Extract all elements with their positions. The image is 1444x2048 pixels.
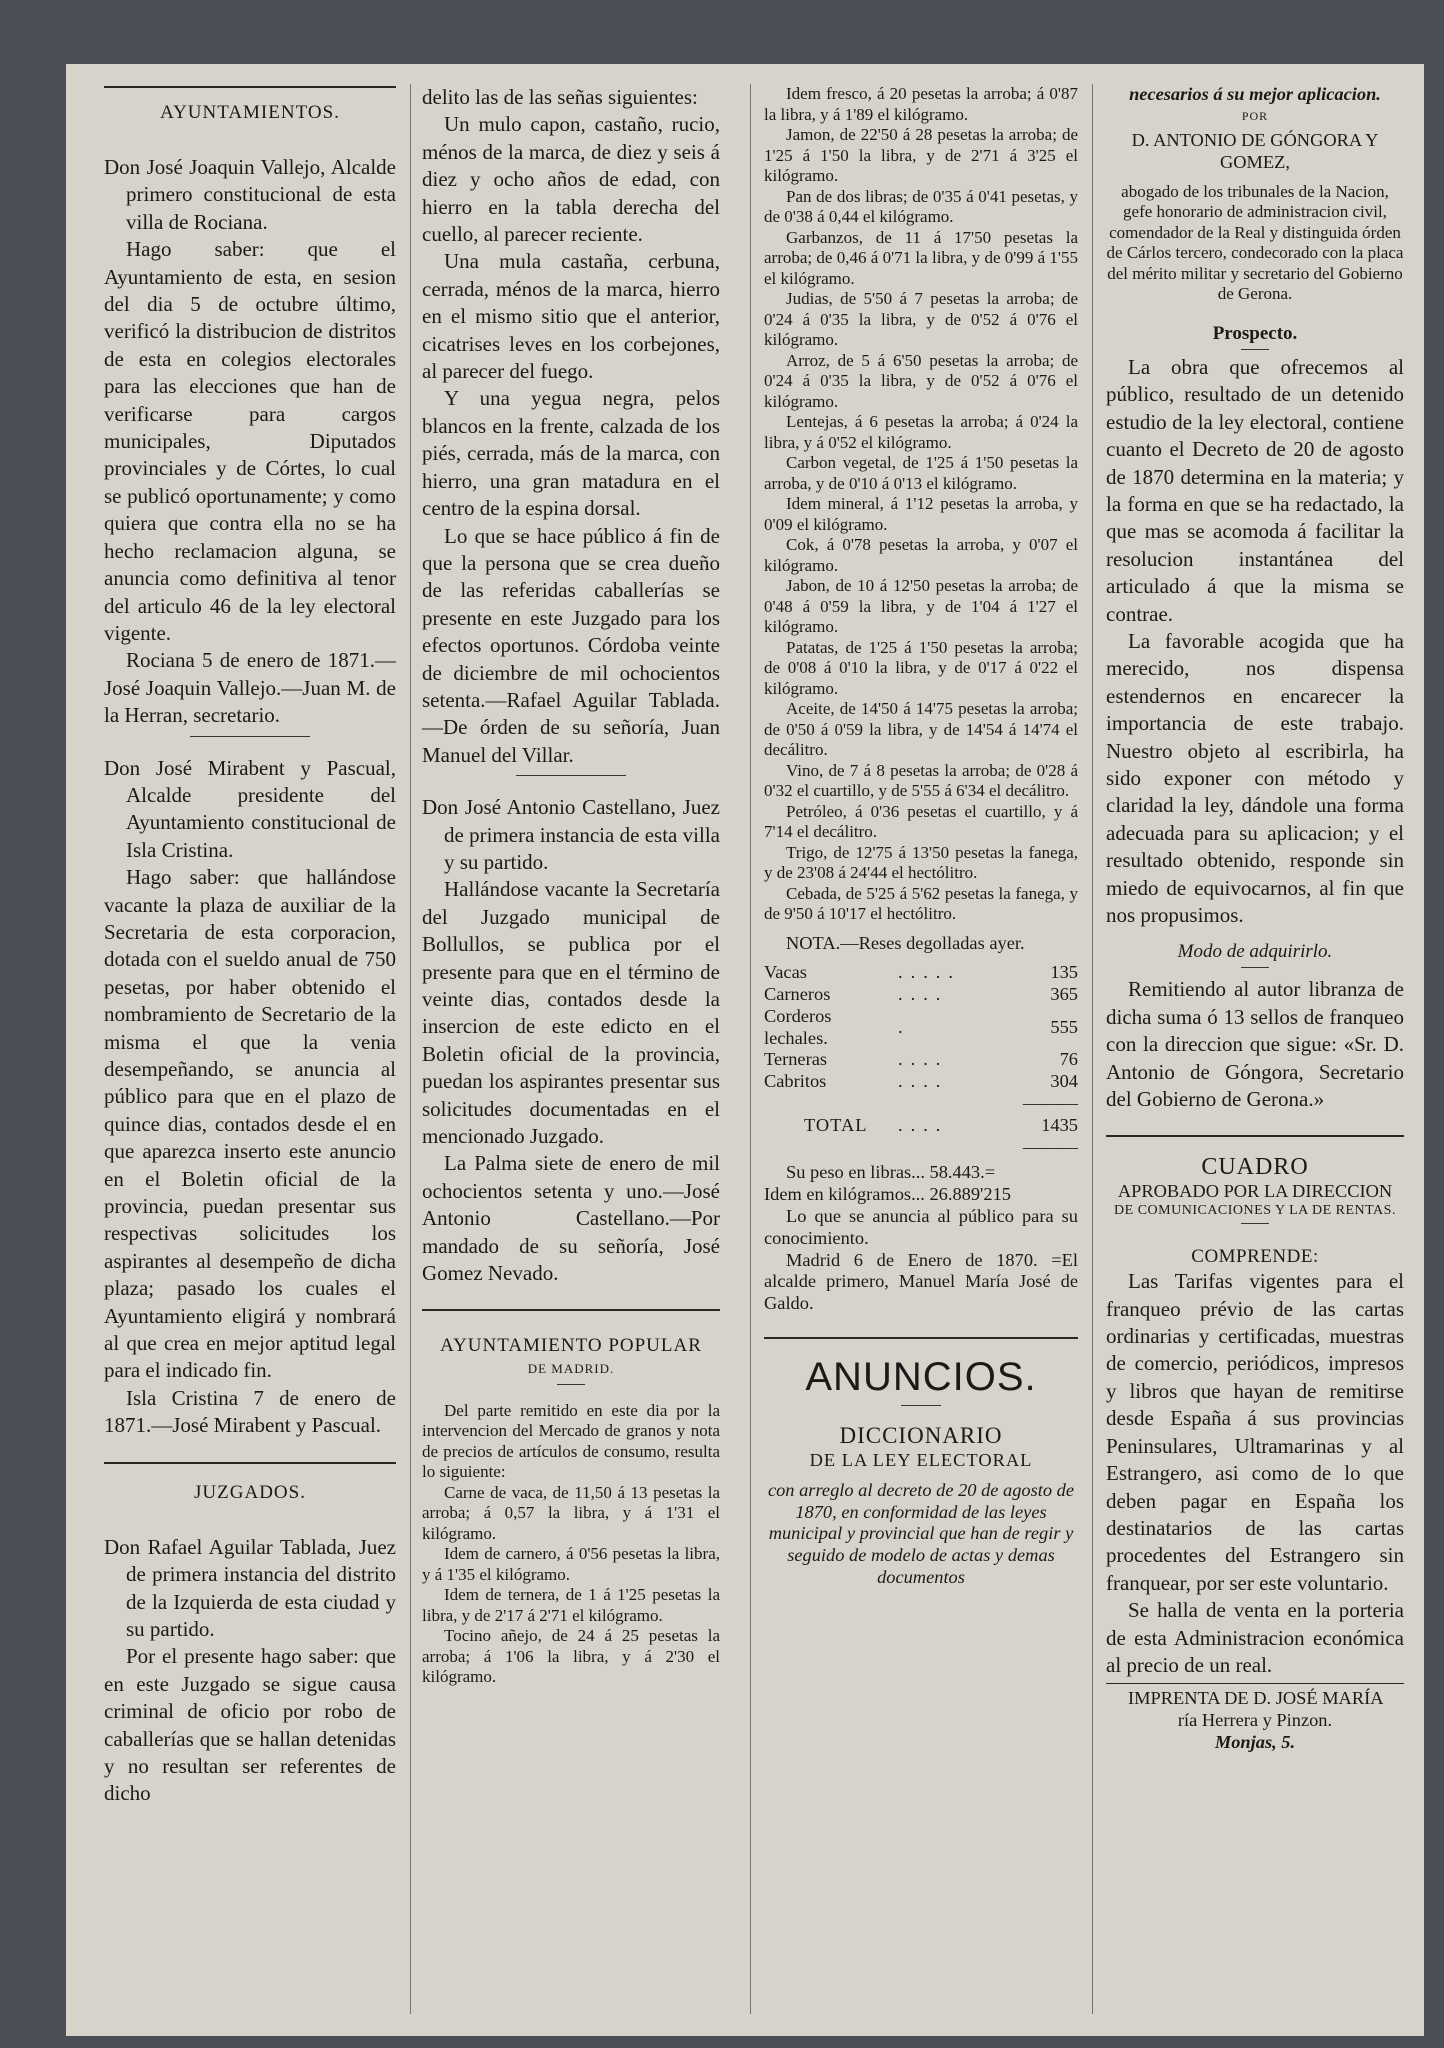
comprende-text: Las Tarifas vigentes para el franqueo prévio de las cartas ordinarias y certificadas, muestras de comercio, periódicos, impresos y libros que hayan de remitirse desde España á sus provincias Peninsulares, Ultramarinas y al Estrangero, asi como de lo que deben pagar en España los destinatarios de las cartas procedentes del Estrangero sin franquear, por ser este voluntario. (1106, 1269, 1404, 1595)
price-item: Vino, de 7 á 8 pesetas la arroba; de 0'28 á 0'32 el cuartillo, y de 5'55 á 6'34 el decálitro. (764, 760, 1078, 800)
prospecto-text: La favorable acogida que ha merecido, nos dispensa estendernos en encarecer la importancia de este trabajo. Nuestro objeto al escribirla, ha sido exponer con método y claridad la ley, dándole una forma adecuada para su aplicacion; y el resultado obtenido, responde sin miedo de equivocarnos, al fin que nos propusimos. (1106, 628, 1404, 928)
venta-text: Se halla de venta en la porteria de esta Administracion económica al precio de un real. (1106, 1598, 1404, 1677)
author-name: D. ANTONIO DE GÓNGORA Y GOMEZ, (1131, 130, 1379, 173)
price-item: Cebada, de 5'25 á 5'62 pesetas la fanega, y de 9'50 á 10'17 el hectólitro. (764, 883, 1078, 923)
column-2 (422, 84, 720, 1688)
table-row: Terneras .... 76 (764, 1049, 1078, 1070)
printer-line: ría Herrera y Pinzon. (1177, 1710, 1333, 1731)
edict-signature: La Palma siete de enero de mil ochocientos setenta y uno.—José Antonio Castellano.—Por mandado de su señoría, José Gomez Nevado. (422, 1151, 720, 1286)
prospecto-heading: Prospecto. (1212, 322, 1298, 344)
table-total-row: TOTAL .... 1435 (804, 1114, 1078, 1135)
table-row: Carneros .... 365 (764, 984, 1078, 1005)
price-item: Pan de dos libras; de 0'35 á 0'41 pesetas, y de 0'38 á 0,44 el kilógramo. (764, 186, 1078, 226)
edict-body: Hago saber: que hallándose vacante la plaza de auxiliar de la Secretaria de esta corporacion, dotada con el sueldo anual de 750 pesetas, por haber obtenido el nombramiento de Secretario de la misma el que la venia desempeñando, se anuncia al público para que en el plazo de quince dias, contados desde el en que aparezca inserto este anuncio en el Boletin oficial de la provincia, puedan presentar sus respectivas solicitudes los aspirantes al desempeño de dicha plaza; pasado los cuales el Ayuntamiento eligirá y nombrará al que crea en mejor aptitud legal para el indicado fin. (104, 865, 396, 1383)
modo-heading: Modo de adquirirlo. (1177, 941, 1333, 963)
prospecto-text: La obra que ofrecemos al público, resultado de un detenido estudio de la ley electoral, contiene cuanto el Decreto de 20 de agosto de 1870 determina en la materia; y la forma en que se ha redactado, la que mas se acomoda á facilitar la resolucion instantánea del articulado á que la misma se contrae. (1106, 354, 1404, 626)
comprende-heading: COMPRENDE: (1191, 1246, 1319, 1268)
edict-heading: Don José Joaquin Vallejo, Alcalde primero constitucional de esta villa de Rociana. (104, 155, 396, 234)
printer-line: IMPRENTA DE D. JOSÉ MARÍA (1128, 1688, 1384, 1709)
column-rule (410, 84, 411, 2014)
cuadro-subheading: APROBADO POR LA DIRECCION (1117, 1181, 1393, 1202)
price-item: Garbanzos, de 11 á 17'50 pesetas la arroba; de 0,46 á 0'71 la libra, y de 0'99 á 1'55 el kilógramo. (764, 227, 1078, 288)
price-item: Patatas, de 1'25 á 1'50 pesetas la arroba; de 0'08 á 0'10 la libra, y de 0'17 á 0'22 el kilógramo. (764, 637, 1078, 698)
edict-heading: Don José Antonio Castellano, Juez de primera instancia de esta villa y su partido. (422, 795, 720, 874)
cuadro-heading: CUADRO (1201, 1154, 1309, 1181)
animal-description: Y una yegua negra, pelos blancos en la frente, calzada de los piés, cerrada, más de la marca, con hierro, una gran matadura en el centro de la espina dorsal. (422, 386, 720, 521)
price-item: Idem mineral, á 1'12 pesetas la arroba, y 0'09 el kilógramo. (764, 494, 1078, 534)
dictionary-title: DICCIONARIO (839, 1423, 1003, 1449)
animal-description: Una mula castaña, cerbuna, cerrada, ménos de la marca, hierro en el mismo sitio que el anterior, cicatrises leves en los corbejones, al parecer del fuego. (422, 249, 720, 384)
price-item: Idem de ternera, de 1 á 1'25 pesetas la libra, y de 2'17 á 2'71 el kilógramo. (422, 1585, 720, 1625)
price-item: Jamon, de 22'50 á 28 pesetas la arroba; de 1'25 á 1'50 la libra, y de 2'71 á 3'25 el kilógramo. (764, 125, 1078, 185)
price-item: Petróleo, á 0'36 pesetas el cuartillo, y á 7'14 el decálitro. (764, 801, 1078, 841)
market-intro: Del parte remitido en este dia por la intervencion del Mercado de granos y nota de precios de artículos de consumo, resulta lo siguiente: (422, 1400, 720, 1482)
slaughter-table: Vacas ..... 135 Carneros .... 365 Corderos lechales. . 555 Terneras .... 76 Cabritos .... 304 ——— TOTAL .... 1435 ——— (764, 962, 1078, 1157)
section-heading: AYUNTAMIENTO POPULAR (440, 1335, 702, 1357)
announcement-signature: Madrid 6 de Enero de 1870. =El alcalde primero, Manuel María José de Galdo. (764, 1249, 1078, 1314)
price-item: Judias, de 5'50 á 7 pesetas la arroba; de 0'24 á 0'35 la libra, y de 0'52 á 0'76 el kilógramo. (764, 289, 1078, 349)
price-item: Idem fresco, á 20 pesetas la arroba; á 0'87 la libra, y á 1'89 el kilógramo. (764, 84, 1078, 124)
price-item: Carne de vaca, de 11,50 á 13 pesetas la arroba; á 0,57 la libra, y á 1'31 el kilógramo. (422, 1482, 720, 1543)
cuadro-subheading: DE COMUNICACIONES Y LA DE RENTAS. (1114, 1203, 1396, 1219)
table-row: Vacas ..... 135 (764, 962, 1078, 983)
animal-description: Un mulo capon, castaño, rucio, ménos de la marca, de diez y seis á diez y ocho años de edad, con hierro en la tabla derecha del cuello, al parecer reciente. (422, 112, 720, 247)
newspaper-page (66, 64, 1424, 2036)
price-item: Jabon, de 10 á 12'50 pesetas la arroba; de 0'48 á 0'59 la libra, y de 1'04 á 1'27 el kilógramo. (764, 576, 1078, 636)
price-item: Tocino añejo, de 24 á 25 pesetas la arroba; á 1'06 la libra, y á 2'30 el kilógramo. (422, 1626, 720, 1687)
section-subheading: DE MADRID. (527, 1361, 615, 1377)
section-heading: AYUNTAMIENTOS. (160, 102, 340, 123)
dictionary-subtitle: DE LA LEY ELECTORAL (809, 1450, 1033, 1471)
column-1 (104, 82, 396, 1808)
price-item: Arroz, de 5 á 6'50 pesetas la arroba; de 0'24 á 0'35 la libra, y de 0'52 á 0'76 el kilógramo. (764, 350, 1078, 411)
edict-heading: Don Rafael Aguilar Tablada, Juez de primera instancia del distrito de la Izquierda de esta ciudad y su partido. (104, 1534, 396, 1641)
price-item: Aceite, de 14'50 á 14'75 pesetas la arroba; de 0'50 á 0'59 la libra, y de 14'54 á 14'74 el decálitro. (764, 699, 1078, 759)
edict-body-continued: delito las de las señas siguientes: (422, 85, 698, 109)
edict-body: Hago saber: que el Ayuntamiento de esta, en sesion del dia 5 de octubre último, verificó la distribucion de distritos de esta en colegios electorales para las elecciones que han de verificarse para cargos municipales, Diputados provinciales y de Córtes, lo cual se publicó oportunamente; y como quiera que contra ella no se ha hecho reclamacion alguna, se anuncia como definitiva al tenor del articulo 46 de la ley electoral vigente. (104, 237, 396, 645)
edict-closing: Lo que se hace público á fin de que la persona que se crea dueño de las referidas caballerías se presente en este Juzgado para los efectos oportunos. Córdoba veinte de diciembre de mil ochocientos setenta.—Rafael Aguilar Tablada.—De órden de su señoría, Juan Manuel del Villar. (422, 523, 720, 767)
price-item: Idem de carnero, á 0'56 pesetas la libra, y á 1'35 el kilógramo. (422, 1544, 720, 1584)
column-4 (1106, 84, 1404, 1754)
dictionary-description: con arreglo al decreto de 20 de agosto de 1870, en conformidad de las leyes municipal y provincial que han de regir y seguido de modelo de actas y demas documentos (767, 1479, 1075, 1588)
por-label: POR (1241, 108, 1269, 123)
modo-text: Remitiendo al autor libranza de dicha suma ó 13 sellos de franqueo con la direccion que sigue: «Sr. D. Antonio de Góngora, Secretario del Gobierno de Gerona.» (1106, 977, 1404, 1112)
column-rule (750, 84, 751, 2014)
edict-heading: Don José Mirabent y Pascual, Alcalde presidente del Ayuntamiento constitucional de Isla Cristina. (104, 755, 396, 862)
author-credentials: abogado de los tribunales de la Nacion, gefe honorario de administracion civil, comendador de la Real y distinguida órden de Cárlos tercero, condecorado con la placa del mérito militar y secretario del Gobierno de Gerona. (1106, 181, 1404, 304)
edict-signature: Rociana 5 de enero de 1871.—José Joaquin Vallejo.—Juan M. de la Herran, secretario. (104, 648, 396, 728)
edict-signature: Isla Cristina 7 de enero de 1871.—José Mirabent y Pascual. (104, 1385, 396, 1438)
edict-body: Hallándose vacante la Secretaría del Juzgado municipal de Bollullos, se publica por el presente para que en el término de veinte dias, contados desde la insercion de este edicto en el Boletin oficial de la provincia, puedan los aspirantes presentar sus solicitudes documentadas en el mencionado Juzgado. (422, 877, 720, 1149)
dictionary-description-continued: necesarios á su mejor aplicacion. (1129, 84, 1381, 104)
anuncios-heading: ANUNCIOS. (805, 1355, 1037, 1400)
weight-line: Idem en kilógramos... 26.889'215 (764, 1184, 1011, 1205)
table-row: Corderos lechales. . 555 (764, 1005, 1078, 1048)
column-rule (1092, 84, 1093, 2014)
section-heading: JUZGADOS. (194, 1481, 306, 1503)
price-item: Cok, á 0'78 pesetas la arroba, y 0'07 el kilógramo. (764, 535, 1078, 575)
column-3 (764, 84, 1078, 1589)
announcement-text: Lo que se anuncia al público para su conocimiento. (764, 1206, 1078, 1248)
price-item: Carbon vegetal, de 1'25 á 1'50 pesetas la arroba, y de 0'10 á 0'13 el kilógramo. (764, 453, 1078, 493)
price-item: Lentejas, á 6 pesetas la arroba; á 0'24 la libra, y á 0'52 el kilógramo. (764, 412, 1078, 452)
table-row: Cabritos .... 304 (764, 1071, 1078, 1092)
nota-heading: NOTA.—Reses degolladas ayer. (786, 932, 1025, 953)
edict-body: Por el presente hago saber: que en este Juzgado se sigue causa criminal de oficio por robo de caballerías que se hallan detenidas y no resultan ser referentes de dicho (104, 1644, 396, 1806)
weight-line: Su peso en libras... 58.443.= (786, 1162, 996, 1183)
printer-line: Monjas, 5. (1214, 1731, 1296, 1752)
price-item: Trigo, de 12'75 á 13'50 pesetas la fanega, y de 23'08 á 24'44 el hectólitro. (764, 842, 1078, 882)
